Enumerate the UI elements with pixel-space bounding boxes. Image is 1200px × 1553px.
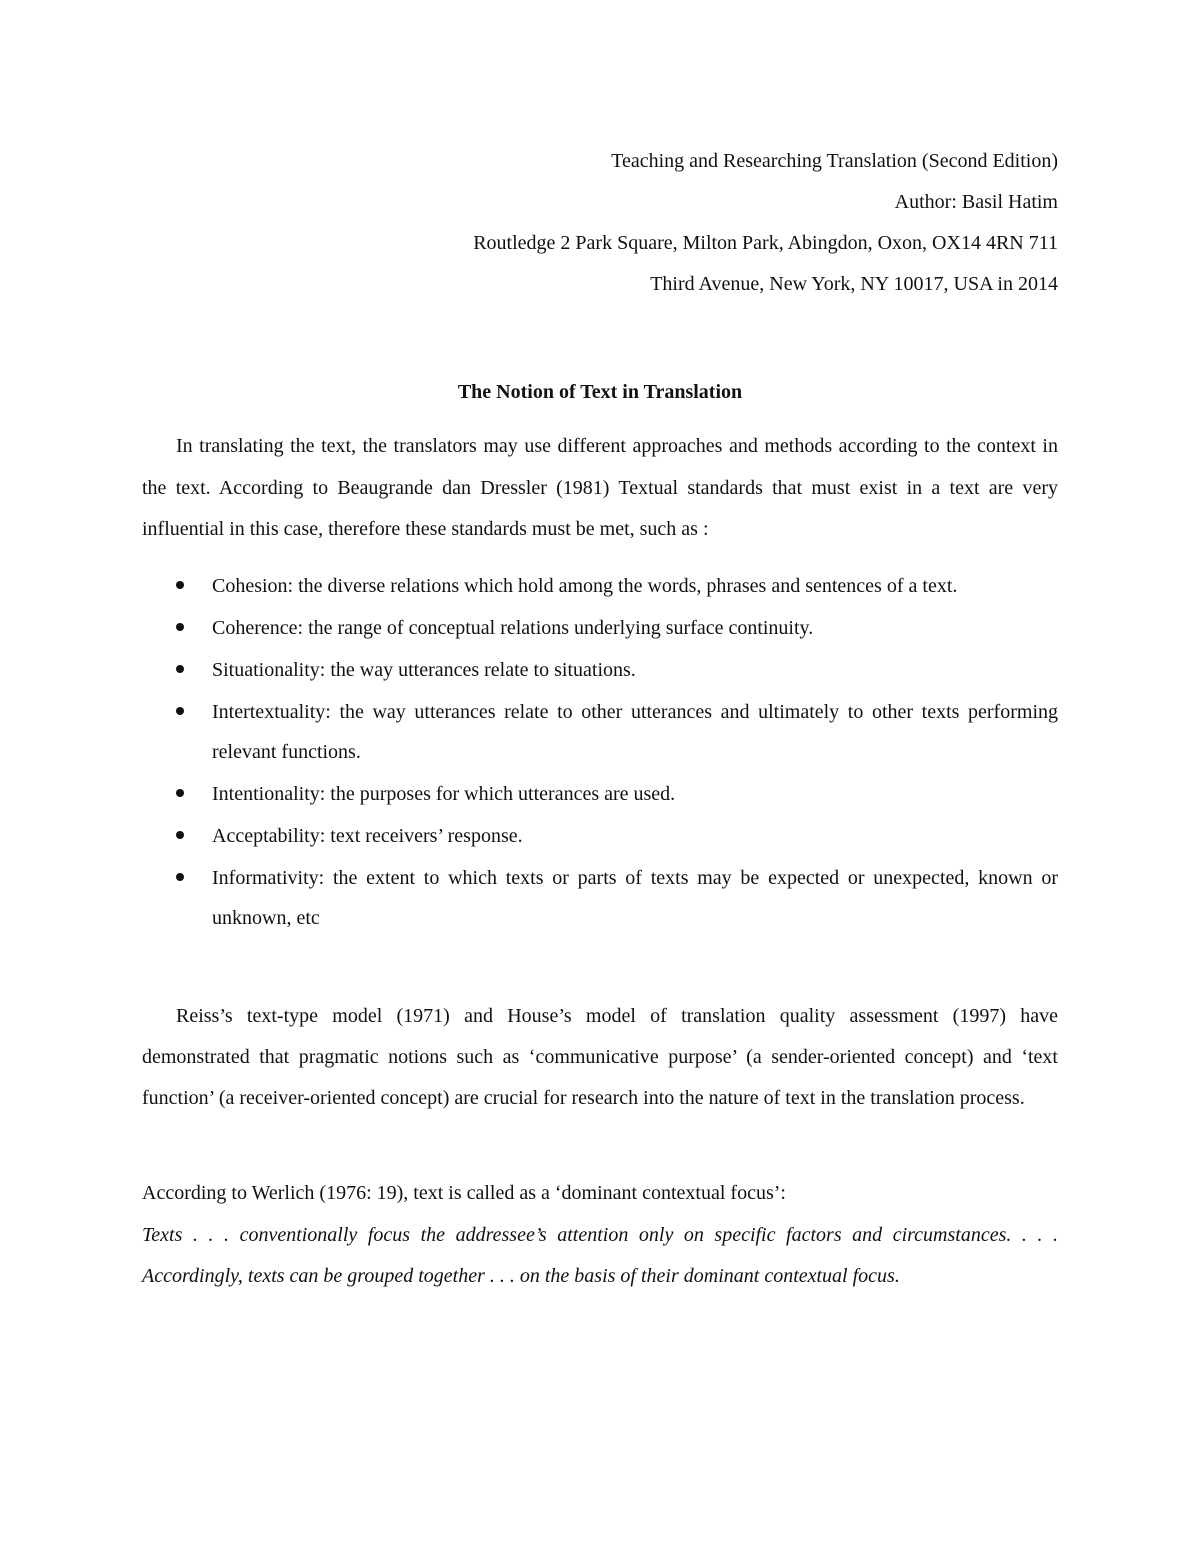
list-item-text: Coherence: the range of conceptual relations underlying surface continuity. xyxy=(212,617,814,639)
reiss-house-paragraph: Reiss’s text-type model (1971) and House’s model of translation quality assessment (1997) have demonstrated that pragmatic notions such as ‘communicative purpose’ (a sender-oriented concept) and ‘text function’ (a receiver-oriented concept) are crucial for research into the nature of text in the translation process. xyxy=(142,1005,1058,1109)
list-item-text: Situationality: the way utterances relate to situations. xyxy=(212,659,636,681)
intro-paragraph: In translating the text, the translators may use different approaches and methods according to the context in the text. According to Beaugrande dan Dressler (1981) Textual standards that must exist in a text are very influential in this case, therefore these standards must be met, such as : xyxy=(142,435,1058,540)
list-item xyxy=(142,608,1058,648)
bullet-icon xyxy=(176,831,184,839)
publisher-line-1: Routledge 2 Park Square, Milton Park, Abingdon, Oxon, OX14 4RN 711 xyxy=(473,232,1058,254)
list-item-text: Acceptability: text receivers’ response. xyxy=(212,825,523,847)
bullet-icon xyxy=(176,665,184,673)
section-title: The Notion of Text in Translation xyxy=(457,381,743,403)
list-item-text: Intentionality: the purposes for which utterances are used. xyxy=(212,783,676,805)
author-line: Author: Basil Hatim xyxy=(894,191,1058,213)
bullet-icon xyxy=(176,623,184,631)
bullet-icon xyxy=(176,581,184,589)
list-item xyxy=(142,692,1058,772)
werlich-intro-paragraph: According to Werlich (1976: 19), text is called as a ‘dominant contextual focus’: xyxy=(142,1182,786,1204)
list-item xyxy=(142,774,1058,814)
publisher-line-2: Third Avenue, New York, NY 10017, USA in 2014 xyxy=(650,273,1058,295)
bullet-icon xyxy=(176,707,184,715)
list-item-text: Informativity: the extent to which texts or parts of texts may be expected or unexpected, known or unknown, etc xyxy=(212,867,1058,929)
book-title: Teaching and Researching Translation (Second Edition) xyxy=(611,150,1058,172)
bullet-icon xyxy=(176,873,184,881)
list-item-text: Cohesion: the diverse relations which hold among the words, phrases and sentences of a text. xyxy=(212,575,958,597)
bibliographic-header xyxy=(473,141,1058,305)
textual-standards-list xyxy=(142,566,1058,940)
list-item xyxy=(142,858,1058,938)
list-item xyxy=(142,816,1058,856)
werlich-quote: Texts . . . conventionally focus the addressee’s attention only on specific factors and circumstances. . . . Accordingly, texts can be grouped together . . . on the basis of their dominant contextual focus. xyxy=(142,1224,1058,1287)
bullet-icon xyxy=(176,789,184,797)
list-item xyxy=(142,566,1058,606)
list-item xyxy=(142,650,1058,690)
list-item-text: Intertextuality: the way utterances relate to other utterances and ultimately to other texts performing relevant functions. xyxy=(212,701,1058,763)
